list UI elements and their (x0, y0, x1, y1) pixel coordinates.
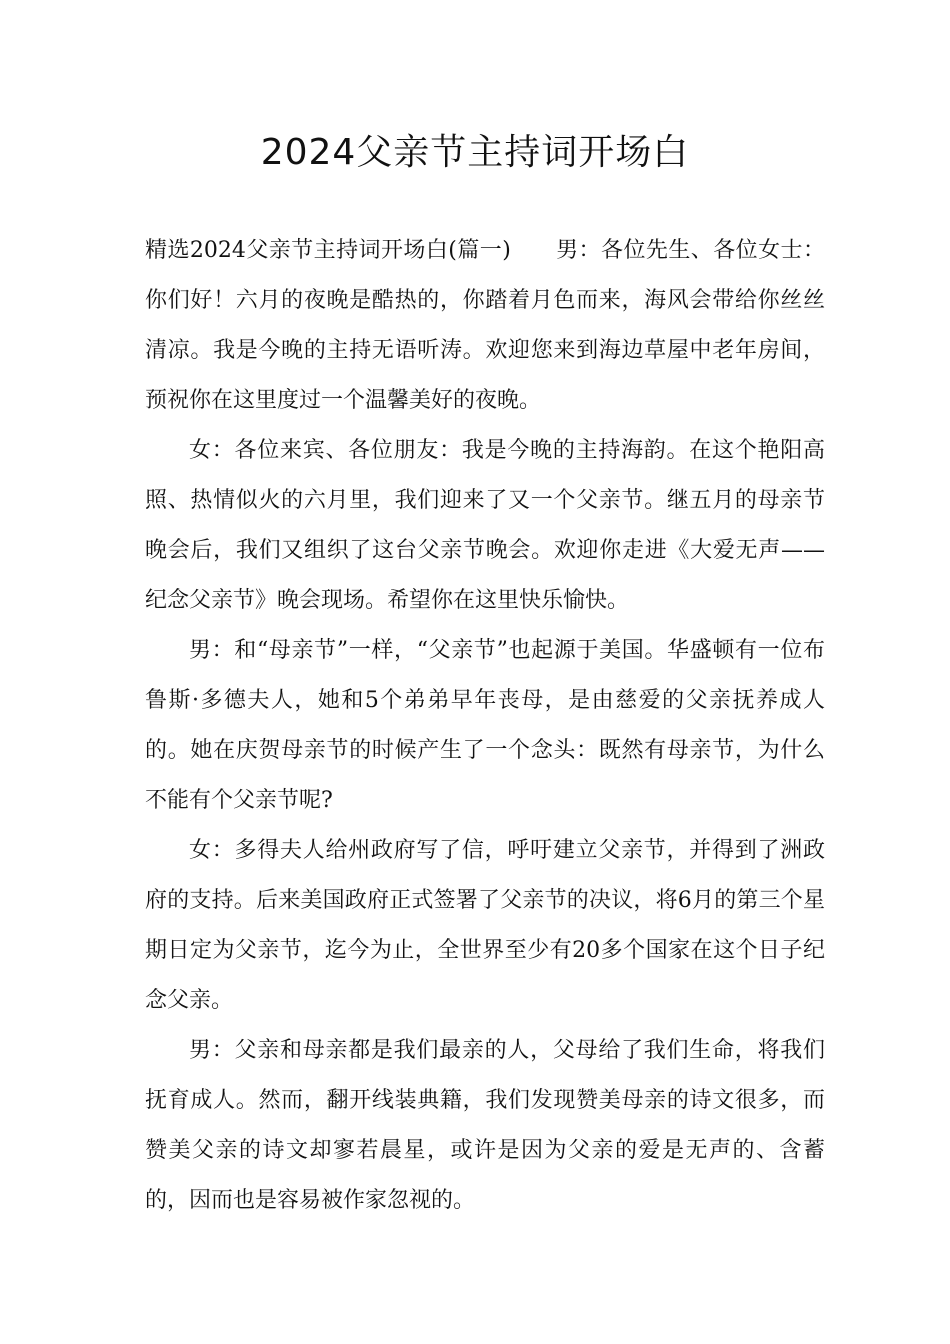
paragraph-5: 男：父亲和母亲都是我们最亲的人，父母给了我们生命，将我们抚育成人。然而，翻开线装典籍，我们发现赞美母亲的诗文很多，而赞美父亲的诗文却寥若晨星，或许是因为父亲的爱是无声的、含蓄的，因而也是容易被作家忽视的。 (145, 1038, 825, 1213)
paragraph-4: 女：多得夫人给州政府写了信，呼吁建立父亲节，并得到了洲政府的支持。后来美国政府正式签署了父亲节的决议，将6月的第三个星期日定为父亲节，迄今为止，全世界至少有20多个国家在这个日子纪念父亲。 (145, 838, 825, 1013)
document-body (145, 226, 825, 1226)
document-title: 2024父亲节主持词开场白 (260, 132, 690, 173)
paragraph-1: 精选2024父亲节主持词开场白(篇一) 男：各位先生、各位女士：你们好！六月的夜晚是酷热的，你踏着月色而来，海风会带给你丝丝清凉。我是今晚的主持无语听涛。欢迎您来到海边草屋中老年房间，预祝你在这里度过一个温馨美好的夜晚。 (145, 238, 825, 413)
paragraph-3: 男：和“母亲节”一样，“父亲节”也起源于美国。华盛顿有一位布鲁斯·多德夫人，她和5个弟弟早年丧母，是由慈爱的父亲抚养成人的。她在庆贺母亲节的时候产生了一个念头：既然有母亲节，为什么不能有个父亲节呢? (145, 638, 825, 813)
paragraph-2: 女：各位来宾、各位朋友：我是今晚的主持海韵。在这个艳阳高照、热情似火的六月里，我们迎来了又一个父亲节。继五月的母亲节晚会后，我们又组织了这台父亲节晚会。欢迎你走进《大爱无声——纪念父亲节》晚会现场。希望你在这里快乐愉快。 (145, 438, 825, 613)
